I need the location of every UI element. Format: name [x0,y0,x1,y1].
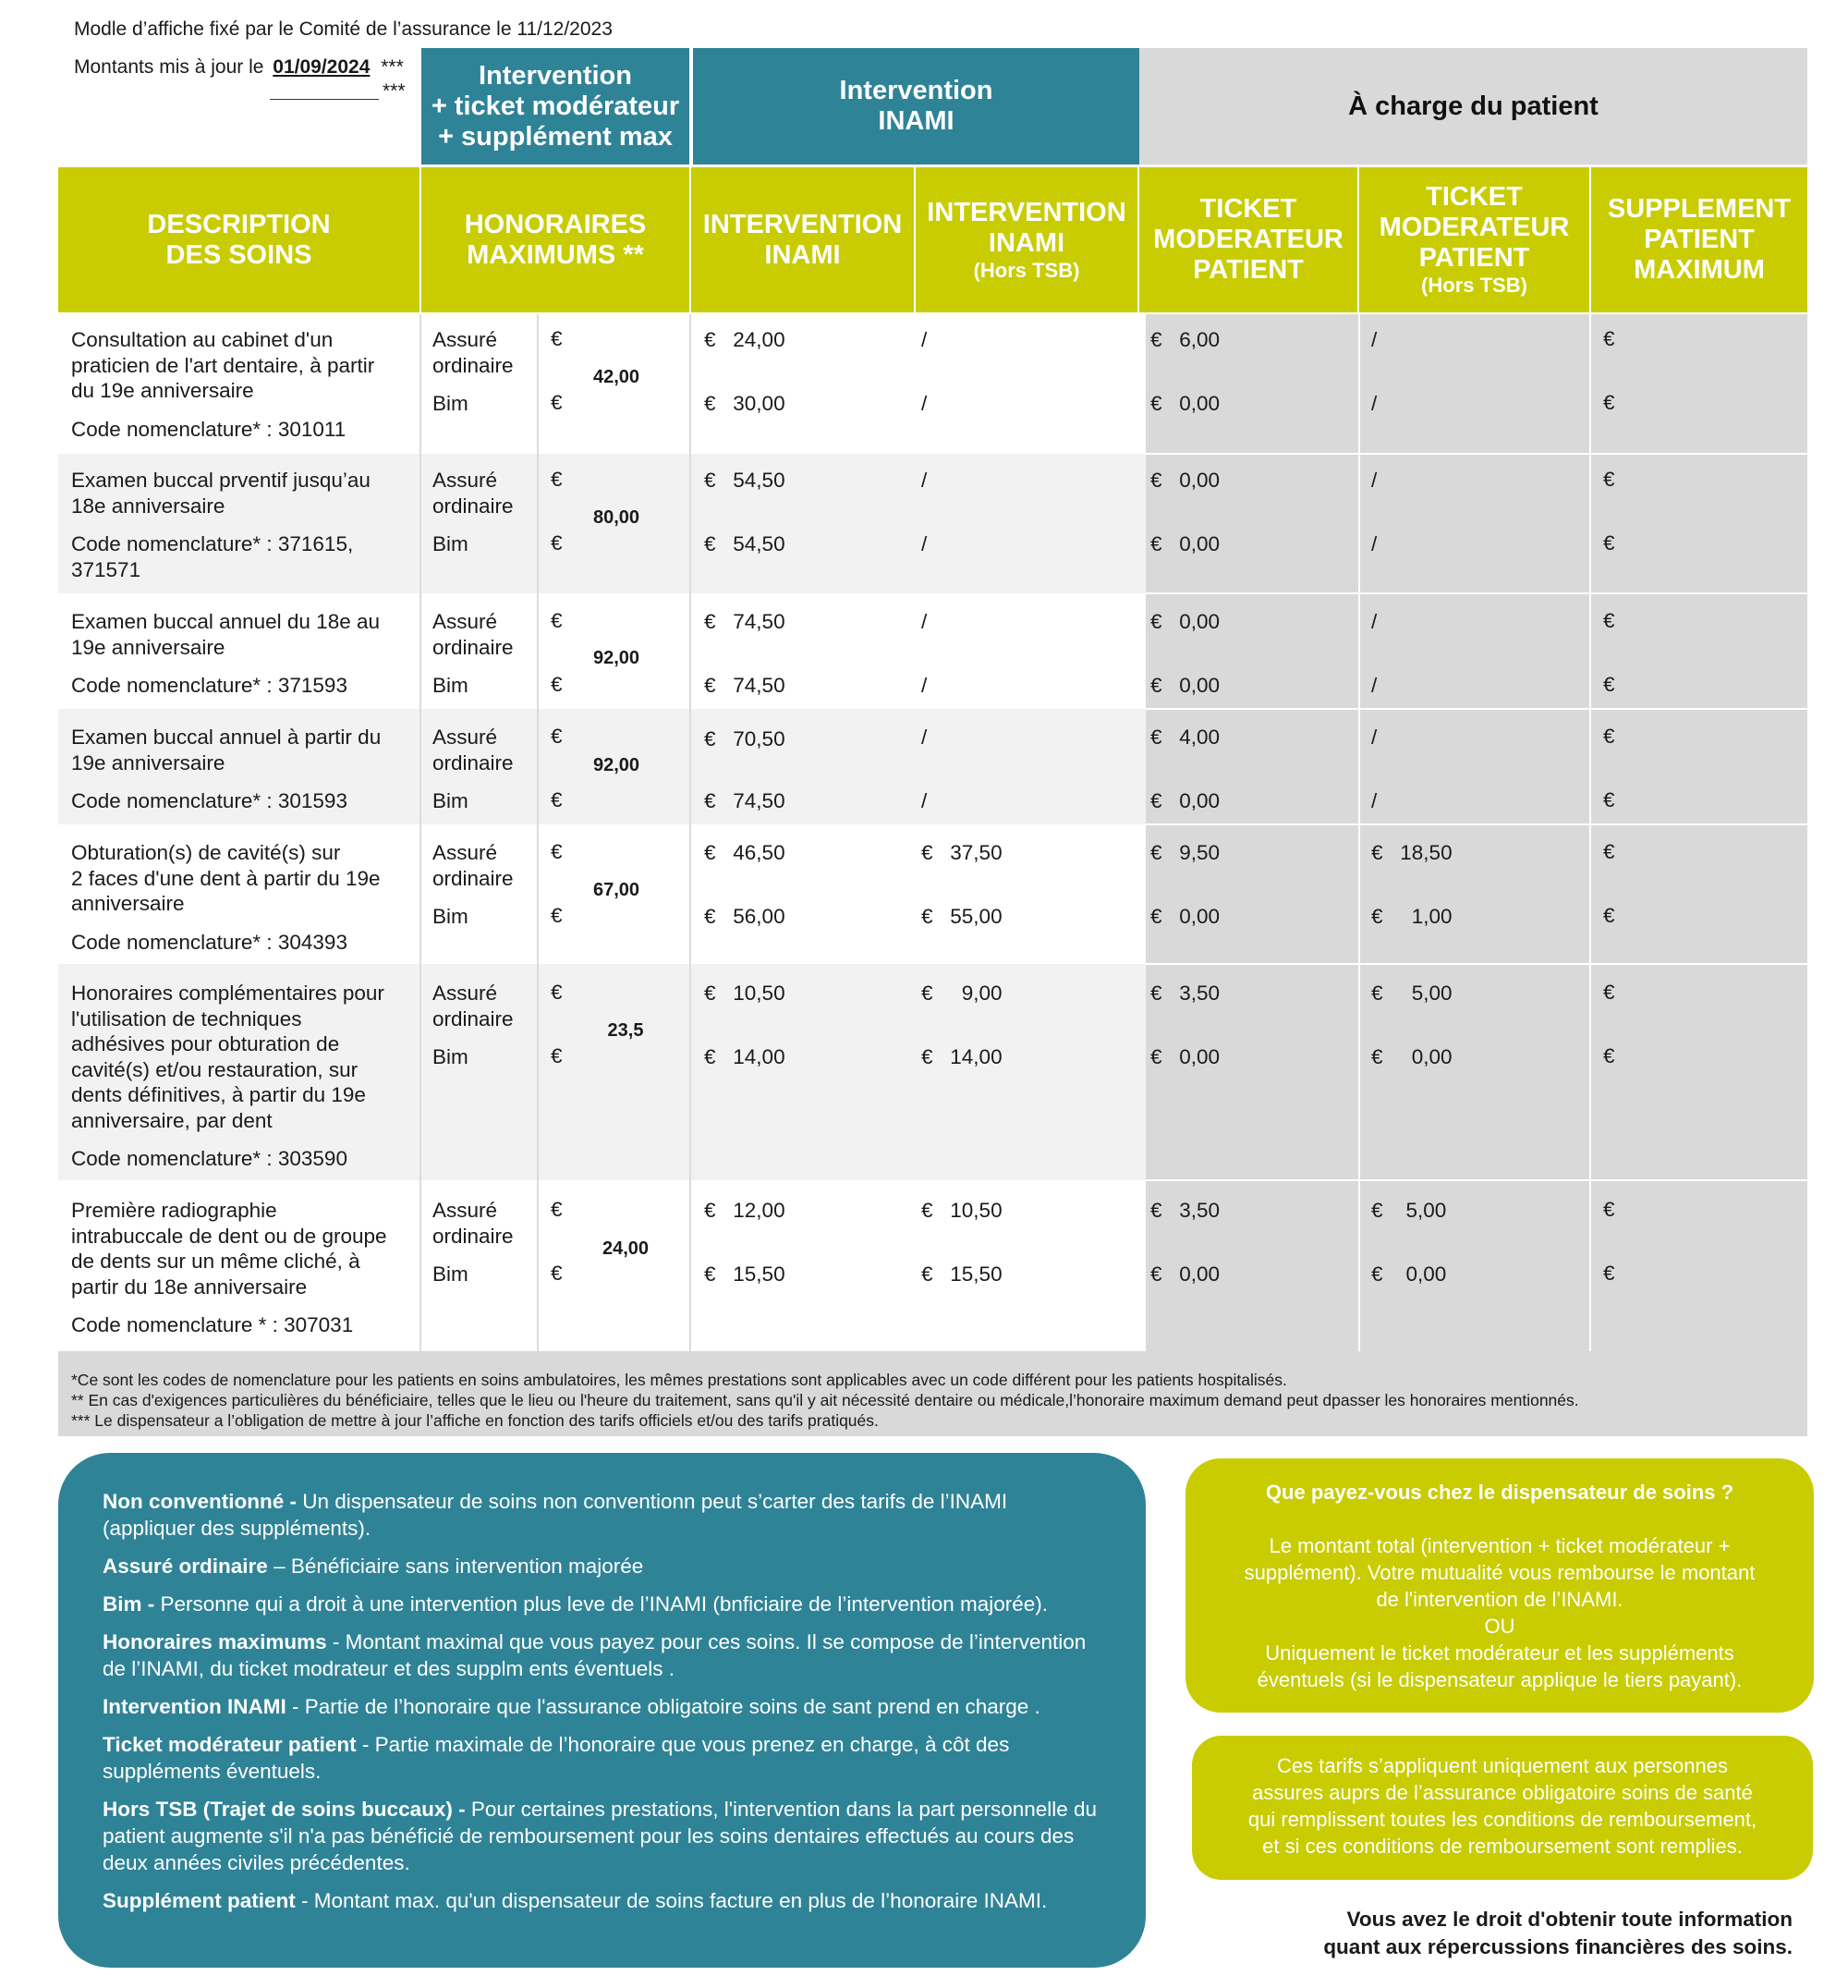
row-3-label-bim: Bim [432,674,468,697]
euro-sign: € [551,725,563,748]
row-5-tsb-bim: € 55,00 [921,905,1003,928]
pay-box-title: Que payez-vous chez le dispensateur de soins ? [1265,1481,1734,1504]
row-7-tsb-bim: € 15,50 [921,1262,1003,1286]
euro-sign: € [551,673,563,696]
row-2-supp-ord: € [1603,468,1615,491]
row-4-inami-ord: € 70,50 [704,727,785,750]
row-4-tt-ord: / [1371,726,1378,749]
grid-line [1589,314,1591,1351]
update-stars: *** [381,56,404,78]
row-2-inami-bim: € 54,50 [704,532,785,555]
row-1-ticket-ord: € 6,00 [1150,328,1221,351]
row-4-supp-bim: € [1603,788,1615,811]
row-7-label-ordinaire: Assuré ordinaire [432,1199,514,1248]
row-3-max: 92,00 [592,648,640,668]
row-7-label-bim: Bim [432,1262,468,1286]
euro-sign: € [551,391,563,414]
band-charge-patient: À charge du patient [1139,48,1807,165]
row-7-supp-ord: € [1603,1198,1615,1221]
row-5-supp-ord: € [1603,840,1615,863]
euro-sign: € [551,1262,563,1285]
row-7-description: Première radiographie intrabuccale de dent ou de groupe de dents sur un même cliché, à partir du 18e anniversaire Code nomenclature * : 307031 [71,1199,387,1336]
row-5-description: Obturation(s) de cavité(s) sur 2 faces d'une dent à partir du 19e anniversaire Code nomenclature* : 304393 [71,841,381,954]
legend-item: Intervention INAMI - Partie de l’honoraire que l'assurance obligatoire soins de sant prend en charge . [103,1695,1040,1718]
row-6-supp-bim: € [1603,1044,1615,1067]
header-description: DESCRIPTION DES SOINS [58,167,419,312]
row-6-tt-bim: € 0,00 [1371,1045,1453,1068]
row-7-tsb-ord: € 10,50 [921,1199,1003,1222]
row-7-ticket-bim: € 0,00 [1150,1262,1221,1286]
row-1-label-ordinaire: Assuré ordinaire [432,328,514,377]
row-3-description: Examen buccal annuel du 18e au 19e anniversaire Code nomenclature* : 371593 [71,610,380,697]
euro-sign: € [551,904,563,927]
grid-line [1358,314,1360,1351]
row-5-tsb-ord: € 37,50 [921,841,1003,864]
row-6-max: 23,5 [607,1020,644,1041]
header-intervention-tsb: INTERVENTION INAMI (Hors TSB) [916,167,1137,312]
row-1-tsb-ord: / [921,328,928,351]
header-ticket: TICKET MODERATEUR PATIENT [1139,167,1357,312]
row-1-inami-ord: € 24,00 [704,328,785,351]
row-2-supp-bim: € [1603,531,1615,555]
row-3-ticket-bim: € 0,00 [1150,674,1221,697]
row-7-tt-ord: € 5,00 [1371,1199,1447,1222]
legend-item: Supplément patient - Montant max. qu'un dispensateur de soins facture en plus de l’honoraire INAMI. [103,1889,1048,1912]
header-honoraires: HONORAIRES MAXIMUMS ** [421,167,689,312]
row-6-label-bim: Bim [432,1045,468,1068]
row-4-ticket-ord: € 4,00 [1150,726,1221,749]
update-line [74,56,404,79]
update-prefix: Montants mis à jour le [74,56,264,78]
row-3-ticket-ord: € 0,00 [1150,610,1221,633]
update-date: 01/09/2024 [273,56,371,78]
euro-sign: € [551,531,563,555]
row-3-inami-ord: € 74,50 [704,610,785,633]
row-7-inami-bim: € 15,50 [704,1262,785,1286]
row-4-description: Examen buccal annuel à partir du 19e anniversaire Code nomenclature* : 301593 [71,726,382,812]
row-4-tsb-bim: / [921,789,928,812]
row-2-tt-ord: / [1371,469,1378,492]
euro-sign: € [551,840,563,863]
row-7-tt-bim: € 0,00 [1371,1262,1447,1286]
row-5-inami-bim: € 56,00 [704,905,785,928]
row-2-label-ordinaire: Assuré ordinaire [432,469,514,518]
row-2-label-bim: Bim [432,532,468,555]
header-supplement: SUPPLEMENT PATIENT MAXIMUM [1591,167,1807,312]
row-1-ticket-bim: € 0,00 [1150,392,1221,415]
row-5-label-ordinaire: Assuré ordinaire [432,841,514,890]
row-2-tsb-ord: / [921,469,928,492]
grid-line [1146,823,1807,825]
header-intervention: INTERVENTION INAMI [691,167,914,312]
row-5-max: 67,00 [592,880,640,900]
row-1-label-bim: Bim [432,392,468,415]
row-7-max: 24,00 [602,1238,650,1259]
footnote-3: *** Le dispensateur a l’obligation de mettre à jour l’affiche en fonction des tarifs officiels et/ou des tarifs pratiqués. [71,1411,879,1430]
row-4-label-ordinaire: Assuré ordinaire [432,726,514,774]
row-3-tsb-ord: / [921,610,928,633]
legend-item: Non conventionné - Un dispensateur de soins non conventionn peut s’carter des tarifs de l’INAMI (appliquer des suppléments). [103,1490,1008,1540]
row-7-inami-ord: € 12,00 [704,1199,785,1222]
row-5-supp-bim: € [1603,904,1615,927]
row-2-description: Examen buccal prventif jusqu’au 18e anniversaire Code nomenclature* : 371615, 371571 [71,469,371,581]
row-4-tsb-ord: / [921,726,928,749]
rights-notice: Vous avez le droit d'obtenir toute information quant aux répercussions financières des soins. [1323,1908,1793,1958]
row-1-supp-ord: € [1603,327,1615,350]
row-3-supp-ord: € [1603,609,1615,632]
legend-item: Assuré ordinaire – Bénéficiaire sans intervention majorée [103,1555,644,1578]
row-5-ticket-bim: € 0,00 [1150,905,1221,928]
row-4-ticket-bim: € 0,00 [1150,789,1221,812]
legend-box [58,1453,1146,1968]
footnote-1: *Ce sont les codes de nomenclature pour les patients en soins ambulatoires, les mêmes prestations sont applicables avec un code différent pour les patients hospitalisés. [71,1371,1287,1389]
row-6-ticket-bim: € 0,00 [1150,1045,1221,1068]
grid-line [419,314,421,1351]
euro-sign: € [551,327,563,350]
euro-sign: € [551,609,563,632]
row-6-inami-ord: € 10,50 [704,982,785,1005]
row-6-tsb-ord: € 9,00 [921,982,1003,1005]
charge-area [1146,314,1807,1351]
band-intervention-total: Intervention + ticket modérateur + supplément max [421,48,689,165]
row-6-ticket-ord: € 3,50 [1150,982,1221,1005]
grid-line [1146,963,1807,965]
row-1-supp-bim: € [1603,391,1615,414]
row-7-supp-bim: € [1603,1262,1615,1285]
legend-item: Honoraires maximums - Montant maximal que vous payez pour ces soins. Il se compose de l’intervention de l’INAMI, du ticket modrateur et des supplm ents éventuels . [103,1630,1087,1680]
row-6-inami-bim: € 14,00 [704,1045,785,1068]
row-1-max: 42,00 [592,367,640,387]
row-4-label-bim: Bim [432,789,468,812]
band-intervention-inami: Intervention INAMI [691,48,1139,165]
row-3-tsb-bim: / [921,674,928,697]
tarif-box [1192,1736,1813,1880]
blank-line [270,99,379,100]
grid-line [1146,453,1807,455]
footnote-2: ** En cas d'exigences particulières du bénéficiaire, telles que le lieu ou l'heure du traitement, sans qu'il y ait nécessité dentaire ou médicale,l’honoraire maximum demand peut dpasser les honoraires mentionnés. [71,1391,1579,1409]
grid-line [689,314,691,1351]
row-2-inami-ord: € 54,50 [704,469,785,492]
row-6-supp-ord: € [1603,981,1615,1004]
row-3-tt-ord: / [1371,610,1378,633]
row-2-max: 80,00 [592,507,640,528]
euro-sign: € [551,981,563,1004]
euro-sign: € [551,1198,563,1221]
tarif-box-text: Ces tarifs s’appliquent uniquement aux personnes assures auprs de l’assurance obligatoire soins de santé qui remplissent toutes les conditions de remboursement, et si ces conditions de remboursement sont remplies. [1247,1754,1757,1858]
row-6-description: Honoraires complémentaires pour l'utilisation de techniques adhésives pour obturation de cavité(s) et/ou restauration, sur dents définitives, à partir du 19e anniversaire, par dent Code nomenclature* : 303590 [71,982,384,1170]
row-1-tt-bim: / [1371,392,1378,415]
row-2-tt-bim: / [1371,532,1378,555]
legend-item: Hors TSB (Trajet de soins buccaux) - Pour certaines prestations, l'intervention dans la part personnelle du patient augmente s'il n'a pas bénéficié de remboursement pour les soins dentaires effectués au cours des deux années civiles précédentes. [103,1798,1098,1874]
grid-line [1146,708,1807,710]
legend-item: Ticket modérateur patient - Partie maximale de l’honoraire que vous prenez en charge, à côt des suppléments éventuels. [103,1733,1010,1783]
row-3-inami-bim: € 74,50 [704,674,785,697]
row-2-tsb-bim: / [921,532,928,555]
model-line: Modle d’affiche fixé par le Comité de l’assurance le 11/12/2023 [74,18,613,40]
euro-sign: € [551,468,563,491]
row-4-tt-bim: / [1371,789,1378,812]
grid-line [1146,592,1807,594]
row-5-tt-bim: € 1,00 [1371,905,1453,928]
row-5-inami-ord: € 46,50 [704,841,785,864]
legend-item: Bim - Personne qui a droit à une intervention plus leve de l’INAMI (bnficiaire de l’intervention majorée). [103,1592,1049,1616]
header-ticket-tsb: TICKET MODERATEUR PATIENT (Hors TSB) [1359,167,1589,312]
pay-box [1185,1458,1814,1713]
footnotes [58,1351,1807,1436]
row-1-description: Consultation au cabinet d'un praticien de l'art dentaire, à partir du 19e anniversaire Code nomenclature* : 301011 [71,328,375,441]
row-1-inami-bim: € 30,00 [704,392,785,415]
row-2-ticket-bim: € 0,00 [1150,532,1221,555]
row-3-tt-bim: / [1371,674,1378,697]
row-6-tt-ord: € 5,00 [1371,982,1453,1005]
grid-line [537,314,539,1351]
row-6-tsb-bim: € 14,00 [921,1045,1003,1068]
row-4-max: 92,00 [592,755,640,775]
row-6-label-ordinaire: Assuré ordinaire [432,982,514,1031]
row-3-supp-bim: € [1603,673,1615,696]
grid-line [1146,1179,1807,1181]
pay-box-text: Le montant total (intervention + ticket modérateur + supplément). Votre mutualité vous rembourse le montant de l'intervention de l’INAMI. OU Uniquement le ticket modérateur et les suppléments éventuels (si le dispensateur applique le tiers payant). [1244,1534,1756,1691]
row-5-tt-ord: € 18,50 [1371,841,1453,864]
row-3-label-ordinaire: Assuré ordinaire [432,610,514,659]
euro-sign: € [551,1044,563,1067]
row-5-ticket-ord: € 9,50 [1150,841,1221,864]
row-5-label-bim: Bim [432,905,468,928]
stars-2: *** [383,80,406,102]
euro-sign: € [551,788,563,811]
row-1-tsb-bim: / [921,392,928,415]
row-4-supp-ord: € [1603,725,1615,748]
row-2-ticket-ord: € 0,00 [1150,469,1221,492]
row-1-tt-ord: / [1371,328,1378,351]
row-4-inami-bim: € 74,50 [704,789,785,812]
row-7-ticket-ord: € 3,50 [1150,1199,1221,1222]
